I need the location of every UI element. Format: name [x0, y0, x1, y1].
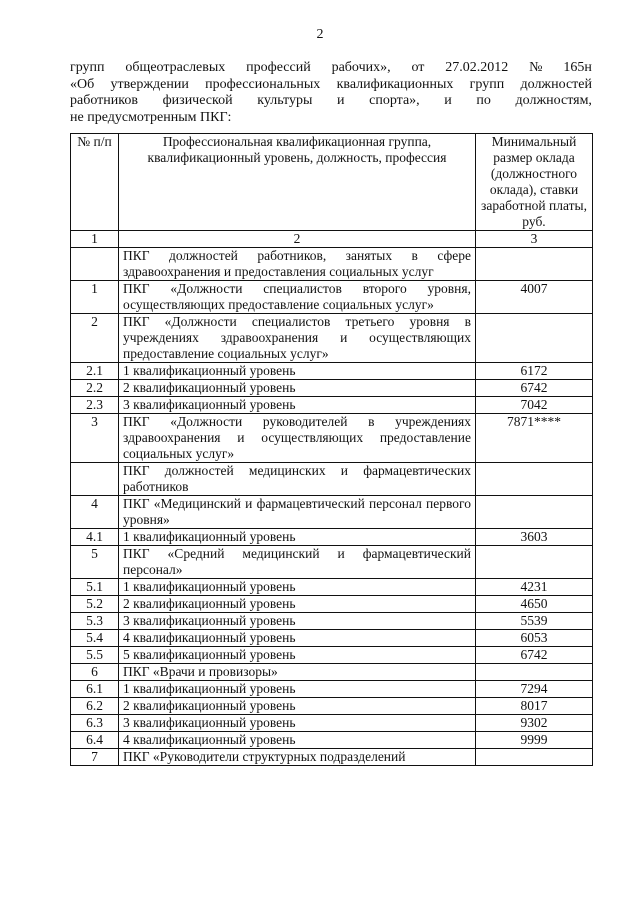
- row-min-salary: [476, 314, 593, 363]
- row-title: 4 квалификационный уровень: [119, 732, 476, 749]
- row-title: ПКГ «Врачи и провизоры»: [119, 664, 476, 681]
- intro-word: квалификационных: [336, 76, 454, 92]
- intro-word: групп: [469, 76, 505, 92]
- intro-word: рабочих»,: [331, 60, 391, 75]
- row-number: 3: [71, 414, 119, 463]
- row-number: 2.2: [71, 380, 119, 397]
- row-number: 6.2: [71, 698, 119, 715]
- row-title: 2 квалификационный уровень: [119, 596, 476, 613]
- row-number: 5.3: [71, 613, 119, 630]
- row-number: 5.2: [71, 596, 119, 613]
- row-number: 6: [71, 664, 119, 681]
- intro-word: должностей: [520, 76, 592, 92]
- column-number-row: [71, 231, 593, 248]
- table-row: [71, 529, 593, 546]
- table-row: [71, 496, 593, 529]
- table-row: [71, 579, 593, 596]
- row-min-salary: 4007: [476, 281, 593, 314]
- table-row: [71, 363, 593, 380]
- row-number: 5.1: [71, 579, 119, 596]
- header-min-salary: Минимальный размер оклада (должностного оклада), ставки заработной платы, руб.: [476, 134, 593, 231]
- table-row: [71, 414, 593, 463]
- table-row: [71, 546, 593, 579]
- table-row: [71, 715, 593, 732]
- row-min-salary: [476, 664, 593, 681]
- row-min-salary: [476, 248, 593, 281]
- row-min-salary: [476, 496, 593, 529]
- column-number: 2: [119, 231, 476, 248]
- row-min-salary: 3603: [476, 529, 593, 546]
- table-row: [71, 698, 593, 715]
- row-number: 4: [71, 496, 119, 529]
- intro-word: профессий: [246, 60, 311, 75]
- table-row: [71, 397, 593, 414]
- intro-word: групп: [70, 60, 105, 75]
- pkg-salary-table: [70, 133, 593, 766]
- row-title: 5 квалификационный уровень: [119, 647, 476, 664]
- page-number: 2: [316, 27, 324, 42]
- table-row: [71, 248, 593, 281]
- table-row: [71, 596, 593, 613]
- row-min-salary: 9999: [476, 732, 593, 749]
- table-row: [71, 647, 593, 664]
- intro-word: культуры: [257, 93, 313, 108]
- row-title: 1 квалификационный уровень: [119, 529, 476, 546]
- column-number: 1: [71, 231, 119, 248]
- row-min-salary: 7294: [476, 681, 593, 698]
- row-min-salary: 5539: [476, 613, 593, 630]
- row-number: [71, 248, 119, 281]
- table-header-row: [71, 134, 593, 231]
- row-title: ПКГ «Должности специалистов второго уровня, осуществляющих предоставление социальных услуг»: [119, 281, 476, 314]
- table-row: [71, 664, 593, 681]
- row-number: 2.1: [71, 363, 119, 380]
- intro-word: работников: [70, 93, 138, 108]
- row-min-salary: 6172: [476, 363, 593, 380]
- table-row: [71, 380, 593, 397]
- table-row: [71, 613, 593, 630]
- table-row: [71, 630, 593, 647]
- row-title: 3 квалификационный уровень: [119, 715, 476, 732]
- row-title: 3 квалификационный уровень: [119, 613, 476, 630]
- row-min-salary: 6742: [476, 380, 593, 397]
- intro-word: общеотраслевых: [125, 60, 226, 75]
- row-number: 2: [71, 314, 119, 363]
- row-title: 1 квалификационный уровень: [119, 363, 476, 380]
- intro-line: [70, 77, 592, 94]
- table-row: [71, 681, 593, 698]
- intro-word: спорта»,: [369, 93, 420, 108]
- table-row: [71, 463, 593, 496]
- row-min-salary: 7871****: [476, 414, 593, 463]
- intro-word: «Об: [70, 76, 95, 92]
- row-min-salary: 9302: [476, 715, 593, 732]
- row-number: 7: [71, 749, 119, 766]
- row-number: 2.3: [71, 397, 119, 414]
- row-min-salary: 7042: [476, 397, 593, 414]
- intro-word: должностям,: [515, 93, 592, 108]
- row-title: 4 квалификационный уровень: [119, 630, 476, 647]
- intro-line: [70, 60, 592, 77]
- row-number: 5.5: [71, 647, 119, 664]
- intro-word: физической: [162, 93, 233, 108]
- table-row: [71, 749, 593, 766]
- row-number: 6.1: [71, 681, 119, 698]
- row-number: [71, 463, 119, 496]
- row-title: 1 квалификационный уровень: [119, 681, 476, 698]
- row-min-salary: [476, 463, 593, 496]
- row-min-salary: [476, 546, 593, 579]
- row-title: ПКГ «Должности специалистов третьего уровня в учреждениях здравоохранения и осуществляющих предоставление социальных услуг»: [119, 314, 476, 363]
- intro-word: не предусмотренным ПКГ:: [70, 109, 232, 125]
- row-min-salary: 4650: [476, 596, 593, 613]
- row-title: 1 квалификационный уровень: [119, 579, 476, 596]
- row-title: 3 квалификационный уровень: [119, 397, 476, 414]
- row-title: ПКГ «Руководители структурных подразделений: [119, 749, 476, 766]
- row-title: ПКГ «Медицинский и фармацевтический персонал первого уровня»: [119, 496, 476, 529]
- intro-word: и: [444, 93, 452, 108]
- row-title: ПКГ должностей работников, занятых в сфере здравоохранения и предоставления социальных услуг: [119, 248, 476, 281]
- row-number: 6.3: [71, 715, 119, 732]
- header-number: № п/п: [71, 134, 119, 231]
- table-row: [71, 314, 593, 363]
- intro-paragraph: [70, 60, 592, 126]
- table-row: [71, 281, 593, 314]
- intro-word: 27.02.2012: [445, 60, 509, 75]
- row-title: 2 квалификационный уровень: [119, 380, 476, 397]
- row-title: ПКГ должностей медицинских и фармацевтических работников: [119, 463, 476, 496]
- row-number: 6.4: [71, 732, 119, 749]
- row-min-salary: 6742: [476, 647, 593, 664]
- table-row: [71, 732, 593, 749]
- row-number: 1: [71, 281, 119, 314]
- row-min-salary: 6053: [476, 630, 593, 647]
- intro-word: по: [476, 93, 491, 108]
- row-title: ПКГ «Должности руководителей в учреждениях здравоохранения и осуществляющих предоставление социальных услуг»: [119, 414, 476, 463]
- intro-line: [70, 93, 592, 110]
- row-number: 5: [71, 546, 119, 579]
- intro-word: от: [411, 60, 425, 75]
- row-min-salary: 4231: [476, 579, 593, 596]
- intro-word: 165н: [563, 60, 592, 75]
- intro-word: и: [337, 93, 345, 108]
- column-number: 3: [476, 231, 593, 248]
- row-title: ПКГ «Средний медицинский и фармацевтический персонал»: [119, 546, 476, 579]
- row-min-salary: [476, 749, 593, 766]
- intro-line: [70, 110, 592, 127]
- row-number: 4.1: [71, 529, 119, 546]
- intro-word: профессиональных: [205, 76, 321, 92]
- row-title: 2 квалификационный уровень: [119, 698, 476, 715]
- header-title: Профессиональная квалификационная группа, квалификационный уровень, должность, профессия: [119, 134, 476, 231]
- row-min-salary: 8017: [476, 698, 593, 715]
- row-number: 5.4: [71, 630, 119, 647]
- intro-word: утверждении: [110, 76, 189, 92]
- intro-word: №: [529, 60, 543, 75]
